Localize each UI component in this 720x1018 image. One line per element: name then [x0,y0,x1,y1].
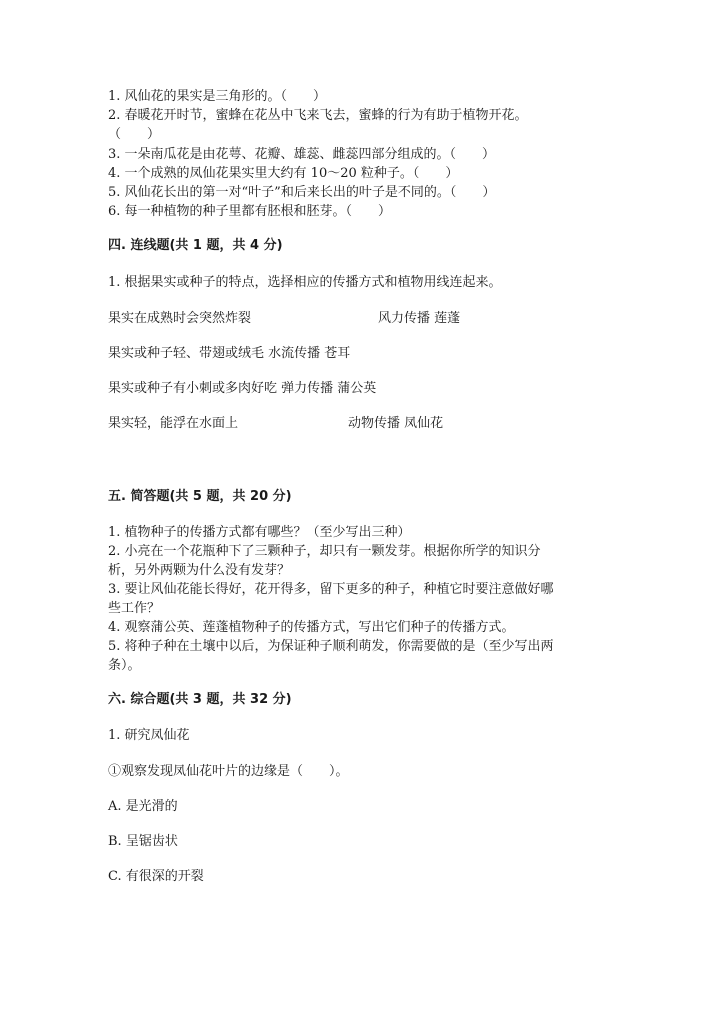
judge-item-2: 2. 春暖花开时节，蜜蜂在花丛中飞来飞去，蜜蜂的行为有助于植物开花。 [108,108,528,123]
short-line-1: 1. 植物种子的传播方式都有哪些？（至少写出三种） [108,525,411,540]
comprehensive-sub: ①观察发现凤仙花叶片的边缘是（ ）。 [108,764,349,779]
judge-item-2-blank: （ ） [108,127,161,142]
option-b: B. 呈锯齿状 [108,834,178,849]
match-question: 1. 根据果实或种子的特点，选择相应的传播方式和植物用线连起来。 [108,275,502,290]
option-a: A. 是光滑的 [108,799,178,814]
match-row-2-left: 果实或种子轻、带翅或绒毛 水流传播 苍耳 [108,346,351,361]
short-line-6: 4. 观察蒲公英、莲蓬植物种子的传播方式，写出它们种子的传播方式。 [108,620,515,635]
match-row-3-left: 果实或种子有小刺或多肉好吃 弹力传播 蒲公英 [108,381,377,396]
short-line-5: 些工作？ [108,601,161,616]
match-row-1-left: 果实在成熟时会突然炸裂 [108,311,252,326]
comprehensive-heading: 六. 综合题(共 3 题，共 32 分) [108,692,292,707]
short-line-7: 5. 将种子种在土壤中以后，为保证种子顺利萌发，你需要做的是（至少写出两 [108,639,554,654]
match-heading: 四. 连线题(共 1 题，共 4 分) [108,238,283,253]
short-line-3: 析，另外两颗为什么没有发芽？ [108,563,291,578]
judge-item-1: 1. 风仙花的果实是三角形的。（ ） [108,89,327,104]
judge-item-4: 4. 一个成熟的凤仙花果实里大约有 10～20 粒种子。（ ） [108,166,459,181]
match-row-4-right: 动物传播 凤仙花 [348,416,444,431]
judge-item-6: 6. 每一种植物的种子里都有胚根和胚芽。（ ） [108,204,392,219]
match-row-1-right: 风力传播 莲蓬 [378,311,461,326]
short-heading: 五. 简答题(共 5 题，共 20 分) [108,489,292,504]
judge-item-5: 5. 风仙花长出的第一对“叶子”和后来长出的叶子是不同的。（ ） [108,185,496,200]
match-row-4-left: 果实轻，能浮在水面上 [108,416,239,431]
short-line-2: 2. 小亮在一个花瓶种下了三颗种子，却只有一颗发芽。根据你所学的知识分 [108,544,541,559]
option-c: C. 有很深的开裂 [108,869,204,884]
comprehensive-question: 1. 研究凤仙花 [108,728,190,743]
judge-item-3: 3. 一朵南瓜花是由花萼、花瓣、雄蕊、雌蕊四部分组成的。（ ） [108,147,496,162]
short-line-8: 条）。 [108,658,141,673]
short-line-4: 3. 要让风仙花能长得好，花开得多，留下更多的种子，种植它时要注意做好哪 [108,582,554,597]
